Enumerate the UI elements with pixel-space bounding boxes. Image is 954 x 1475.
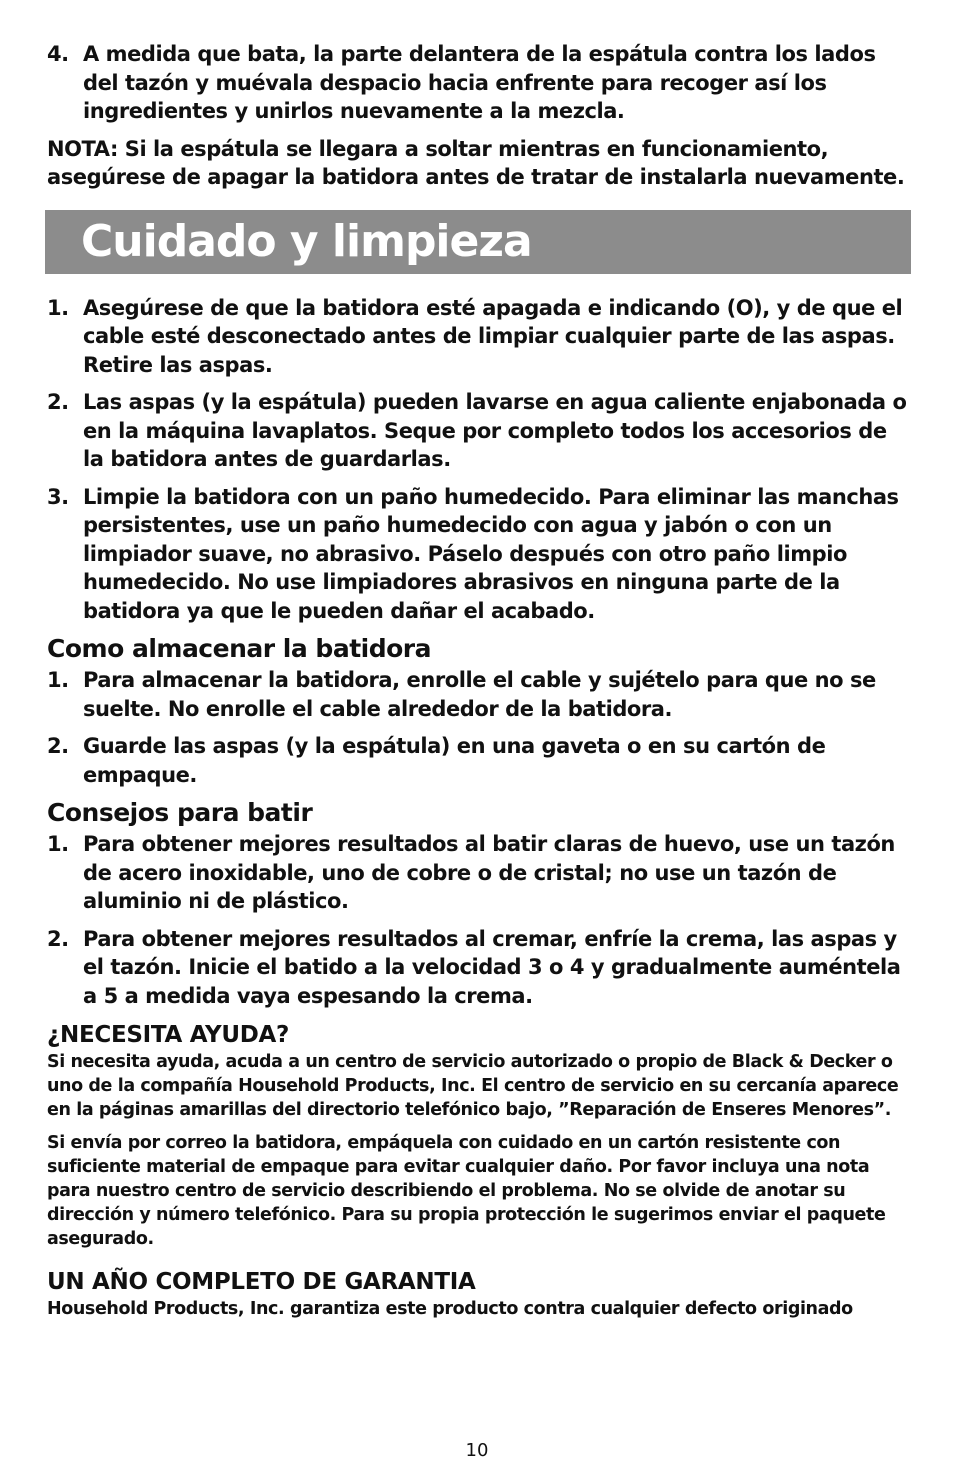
step-number: 1. <box>47 668 69 692</box>
warranty-heading: UN AÑO COMPLETO DE GARANTIA <box>47 1269 476 1295</box>
step-number: 1. <box>47 832 69 856</box>
step-text: Las aspas (y la espátula) pueden lavarse en agua caliente enjabonada o en la máquina lavaplatos. Seque por completo todos los accesorios de la batidora antes de guardarlas. <box>83 390 907 471</box>
step-number: 3. <box>47 484 69 509</box>
step-number: 1. <box>47 295 69 320</box>
care-list <box>47 294 913 626</box>
step-text: Limpie la batidora con un paño humedecido. Para eliminar las manchas persistentes, use un paño humedecido con agua y jabón o con un limpiador suave, no abrasivo. Páselo después con otro paño limpio humedecido. No use limpiadores abrasivos en ninguna parte de la batidora ya que le pueden dañar el acabado. <box>83 484 899 623</box>
note-text: NOTA: Si la espátula se llegara a soltar mientras en funcionamiento, asegúrese de apagar la batidora antes de tratar de instalarla nuevamente. <box>47 136 905 189</box>
section-banner <box>45 210 911 274</box>
warranty-text: Household Products, Inc. garantiza este producto contra cualquier defecto originado <box>47 1299 853 1319</box>
step-number: 4. <box>47 42 69 66</box>
step-text: Para obtener mejores resultados al batir claras de huevo, use un tazón de acero inoxidable, uno de cobre o de cristal; no use un tazón de aluminio ni de plástico. <box>83 832 895 913</box>
step-text: Para obtener mejores resultados al cremar, enfríe la crema, las aspas y el tazón. Inicie el batido a la velocidad 3 o 4 y gradualmente auméntela a 5 a medida vaya espesando la crema. <box>83 926 901 1008</box>
help-heading: ¿NECESITA AYUDA? <box>47 1022 290 1048</box>
intro-step-4 <box>47 40 913 126</box>
storage-list <box>47 666 913 789</box>
tips-list <box>47 830 913 1010</box>
list-item <box>47 294 913 380</box>
section-title: Cuidado y limpieza <box>81 216 532 267</box>
step-number: 2. <box>47 390 69 414</box>
list-item <box>47 830 913 916</box>
storage-heading: Como almacenar la batidora <box>47 634 431 663</box>
manual-page <box>47 40 913 1321</box>
help-paragraph-2: Si envía por correo la batidora, empáquela con cuidado en un cartón resistente con suficiente material de empaque para evitar cualquier daño. Por favor incluya una nota para nuestro centro de servicio describiendo el problema. No se olvide de anotar su dirección y número telefónico. Para su propia protección le sugerimos enviar el paquete asegurado. <box>47 1133 886 1249</box>
tips-heading: Consejos para batir <box>47 798 313 827</box>
list-item <box>47 732 913 789</box>
page-number: 10 <box>465 1440 489 1461</box>
list-item <box>47 925 913 1011</box>
step-text: Para almacenar la batidora, enrolle el cable y sujételo para que no se suelte. No enrolle el cable alrededor de la batidora. <box>83 668 876 721</box>
step-text: Asegúrese de que la batidora esté apagada e indicando (O), y de que el cable esté desconectado antes de limpiar cualquier parte de las aspas. Retire las aspas. <box>83 295 903 377</box>
list-item <box>47 388 913 474</box>
help-paragraph-1: Si necesita ayuda, acuda a un centro de servicio autorizado o propio de Black & Decker o uno de la compañía Household Products, Inc. El centro de servicio en su cercanía aparece en la páginas amarillas del directorio telefónico bajo, ”Reparación de Enseres Menores”. <box>47 1052 899 1120</box>
list-item <box>47 483 913 626</box>
step-number: 2. <box>47 926 69 951</box>
step-text: Guarde las aspas (y la espátula) en una gaveta o en su cartón de empaque. <box>83 734 826 787</box>
step-number: 2. <box>47 734 69 758</box>
list-item <box>47 666 913 723</box>
step-text: A medida que bata, la parte delantera de la espátula contra los lados del tazón y muévala despacio hacia enfrente para recoger así los ingredientes y unirlos nuevamente a la mezcla. <box>83 42 876 123</box>
